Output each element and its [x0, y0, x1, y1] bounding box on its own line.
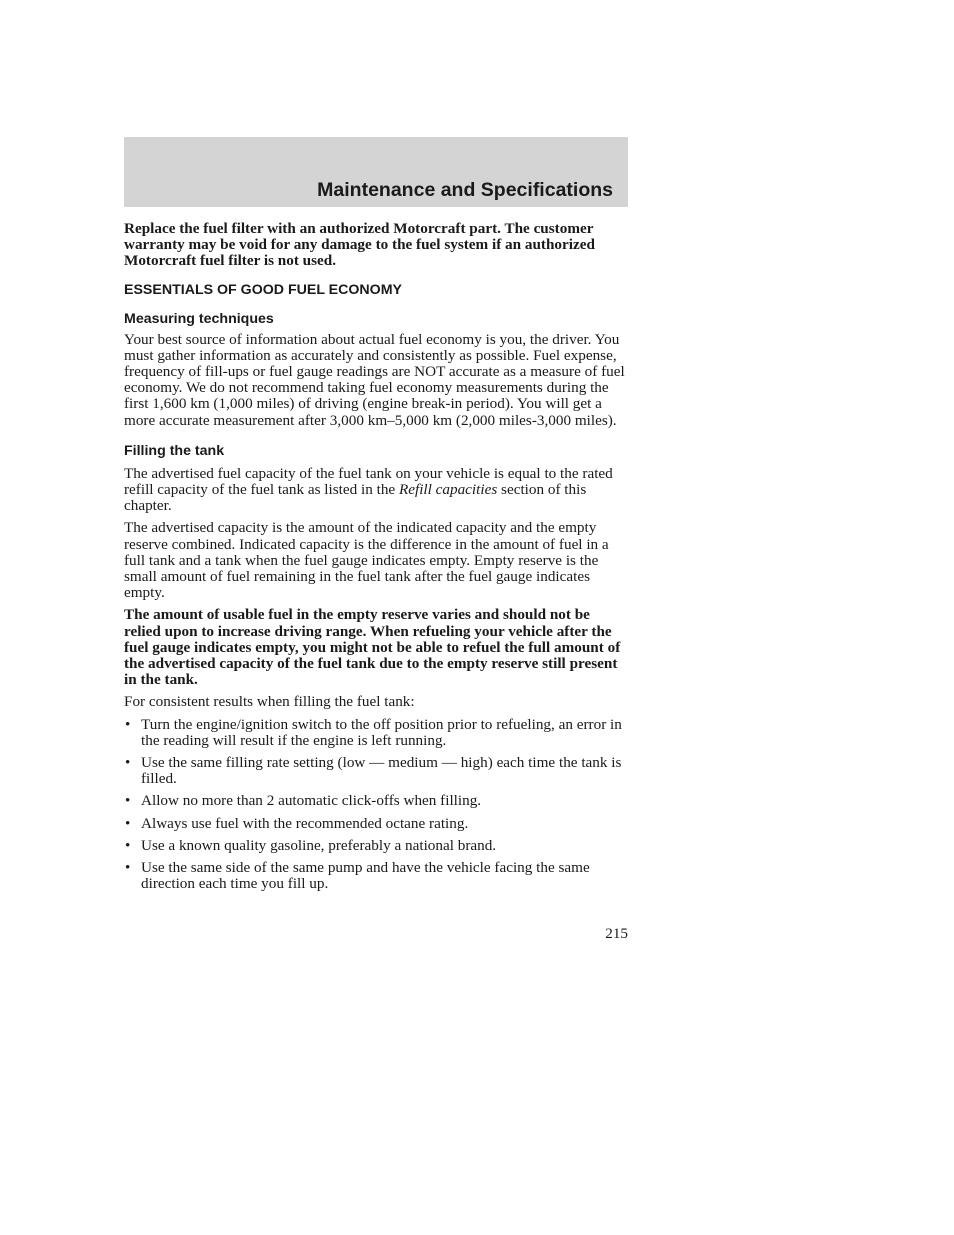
filling-tips-list	[124, 717, 630, 893]
page-content	[124, 221, 630, 893]
list-item-text: Use a known quality gasoline, preferably a national brand.	[141, 836, 497, 854]
measuring-techniques-heading: Measuring techniques	[124, 310, 274, 327]
filling-tank-heading: Filling the tank	[124, 442, 225, 459]
bullet-icon: •	[125, 836, 131, 854]
empty-reserve-warning: The amount of usable fuel in the empty reserve varies and should not be relied upon to increase driving range. When refueling your vehicle after the fuel gauge indicates empty, you might not be able to refuel the full amount of the advertised capacity of the fuel tank due to the empty reserve still present in the tank.	[124, 606, 621, 689]
list-item	[124, 816, 630, 832]
bullet-icon: •	[125, 754, 131, 772]
bullet-icon: •	[125, 792, 131, 810]
list-item-text: Use the same filling rate setting (low — medium — high) each time the tank is filled.	[141, 754, 622, 788]
list-item-text: Turn the engine/ignition switch to the off position prior to refueling, an error in the reading will result if the engine is left running.	[141, 715, 622, 749]
list-item	[124, 793, 630, 809]
section-header-band	[124, 137, 628, 207]
filling-tank-para1	[124, 466, 630, 515]
filling-tank-para1-end: section of this chapter.	[124, 481, 587, 515]
list-item	[124, 755, 630, 787]
filling-tips-intro: For consistent results when filling the fuel tank:	[124, 693, 415, 711]
fuel-filter-warning: Replace the fuel filter with an authorized Motorcraft part. The customer warranty may be void for any damage to the fuel system if an authorized Motorcraft fuel filter is not used.	[124, 220, 595, 270]
list-item	[124, 838, 630, 854]
list-item-text: Always use fuel with the recommended octane rating.	[141, 814, 469, 832]
list-item-text: Use the same side of the same pump and have the vehicle facing the same direction each time you fill up.	[141, 859, 590, 893]
filling-tank-para1-start: The advertised fuel capacity of the fuel tank on your vehicle is equal to the rated refill capacity of the fuel tank as listed in the	[124, 464, 613, 499]
bullet-icon: •	[125, 715, 131, 733]
refill-capacities-reference: Refill capacities	[398, 481, 498, 499]
section-title: Maintenance and Specifications	[317, 179, 613, 201]
list-item-text: Allow no more than 2 automatic click-offs when filling.	[141, 792, 482, 810]
page-number: 215	[605, 925, 628, 942]
list-item	[124, 860, 630, 892]
list-item	[124, 717, 630, 749]
measuring-techniques-body: Your best source of information about actual fuel economy is you, the driver. You must gather information as accurately and consistently as possible. Fuel expense, frequency of fill-ups or fuel gauge readings are NOT accurate as a measure of fuel economy. We do not recommend taking fuel economy measurements during the first 1,600 km (1,000 miles) of driving (engine break-in period). You will get a more accurate measurement after 3,000 km–5,000 km (2,000 miles-3,000 miles).	[124, 330, 625, 429]
bullet-icon: •	[125, 814, 131, 832]
essentials-heading: ESSENTIALS OF GOOD FUEL ECONOMY	[124, 281, 402, 298]
bullet-icon: •	[125, 859, 131, 877]
filling-tank-para2: The advertised capacity is the amount of the indicated capacity and the empty reserve combined. Indicated capacity is the difference in the amount of fuel in a full tank and a tank when the fuel gauge indicates empty. Empty reserve is the small amount of fuel remaining in the fuel tank after the fuel gauge indicates empty.	[124, 519, 609, 602]
